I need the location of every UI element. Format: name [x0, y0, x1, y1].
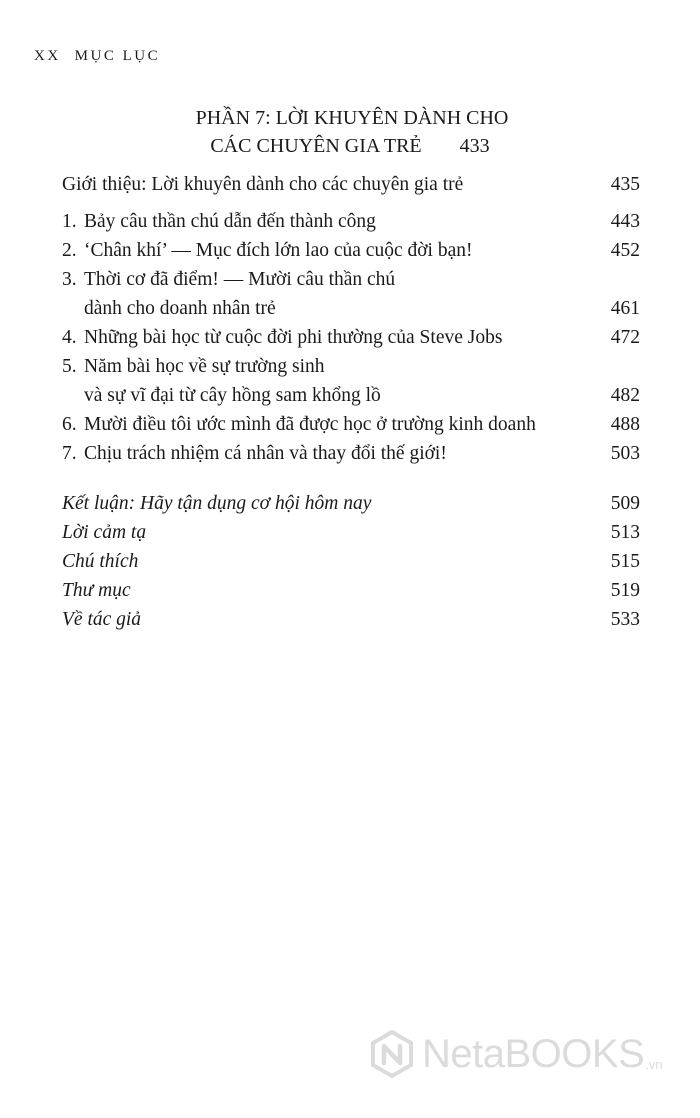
- chapter-title: ‘Chân khí’ — Mục đích lớn lao của cuộc đời bạn!: [84, 240, 473, 261]
- toc-entry-page: 503: [610, 443, 640, 464]
- chapter-number: 3.: [62, 269, 77, 290]
- toc-entry-chapter: [62, 236, 640, 265]
- toc-entry-chapter: [62, 323, 640, 352]
- chapter-title: Năm bài học về sự trường sinh: [84, 356, 325, 377]
- toc-entry-chapter: [62, 265, 640, 323]
- chapter-number: 4.: [62, 327, 77, 348]
- toc-entry-page: 461: [610, 298, 640, 319]
- part-title-line1: PHẦN 7: LỜI KHUYÊN DÀNH CHO: [195, 107, 509, 129]
- toc-entry-page: 515: [610, 551, 640, 572]
- chapter-title-continued: dành cho doanh nhân trẻ: [84, 298, 276, 319]
- netabooks-logo-icon: [368, 1030, 416, 1078]
- toc-entry-page: 452: [610, 240, 640, 261]
- part-title-line2: CÁC CHUYÊN GIA TRẺ: [210, 135, 422, 157]
- toc-entry-label: Giới thiệu: Lời khuyên dành cho các chuyên gia trẻ: [62, 174, 464, 195]
- toc-entry-label: Thư mục: [62, 580, 131, 601]
- netabooks-watermark: [368, 1030, 663, 1078]
- toc-entry-page: 519: [610, 580, 640, 601]
- chapter-number: 2.: [62, 240, 77, 261]
- toc-entry-page: 435: [610, 174, 640, 195]
- toc-entry-page: 443: [610, 211, 640, 232]
- toc-entry-conclusion: [62, 489, 640, 518]
- chapter-number: 5.: [62, 356, 77, 377]
- toc-entry-bibliography: [62, 576, 640, 605]
- toc-entry-label: Lời cảm tạ: [62, 522, 147, 543]
- chapter-title: Bảy câu thần chú dẫn đến thành công: [84, 211, 376, 232]
- toc-entry-page: 513: [610, 522, 640, 543]
- toc-entry-chapter: [62, 352, 640, 410]
- table-of-contents: [62, 170, 640, 634]
- toc-entry-about-author: [62, 605, 640, 634]
- running-head-title: MỤC LỤC: [74, 48, 161, 64]
- toc-entry-acknowledgements: [62, 518, 640, 547]
- toc-entry-page: 509: [610, 493, 640, 514]
- part-heading: [0, 104, 700, 160]
- page-folio: XX: [34, 48, 61, 64]
- toc-entry-label: Kết luận: Hãy tận dụng cơ hội hôm nay: [62, 493, 372, 514]
- toc-entry-chapter: [62, 207, 640, 236]
- chapter-number: 7.: [62, 443, 77, 464]
- watermark-suffix: .vn: [645, 1057, 663, 1072]
- watermark-brand: NetaBOOKS: [422, 1031, 645, 1076]
- toc-entry-notes: [62, 547, 640, 576]
- toc-entry-page: 482: [610, 385, 640, 406]
- toc-entry-page: 488: [610, 414, 640, 435]
- toc-entry-label: Về tác giả: [62, 609, 142, 630]
- chapter-title: Chịu trách nhiệm cá nhân và thay đổi thế giới!: [84, 443, 447, 464]
- chapter-number: 6.: [62, 414, 77, 435]
- chapter-title: Những bài học từ cuộc đời phi thường của Steve Jobs: [84, 327, 503, 348]
- part-page-number: 433: [459, 135, 490, 157]
- chapter-title: Thời cơ đã điểm! — Mười câu thần chú: [84, 269, 396, 290]
- toc-entry-chapter: [62, 410, 640, 439]
- chapter-title: Mười điều tôi ước mình đã được học ở trường kinh doanh: [84, 414, 536, 435]
- toc-entry-page: 472: [610, 327, 640, 348]
- toc-entry-label: Chú thích: [62, 551, 139, 572]
- toc-entry-intro: [62, 170, 640, 199]
- toc-entry-page: 533: [610, 609, 640, 630]
- running-head: [34, 48, 160, 65]
- toc-entry-chapter: [62, 439, 640, 468]
- chapter-number: 1.: [62, 211, 77, 232]
- chapter-title-continued: và sự vĩ đại từ cây hồng sam khổng lồ: [84, 385, 381, 406]
